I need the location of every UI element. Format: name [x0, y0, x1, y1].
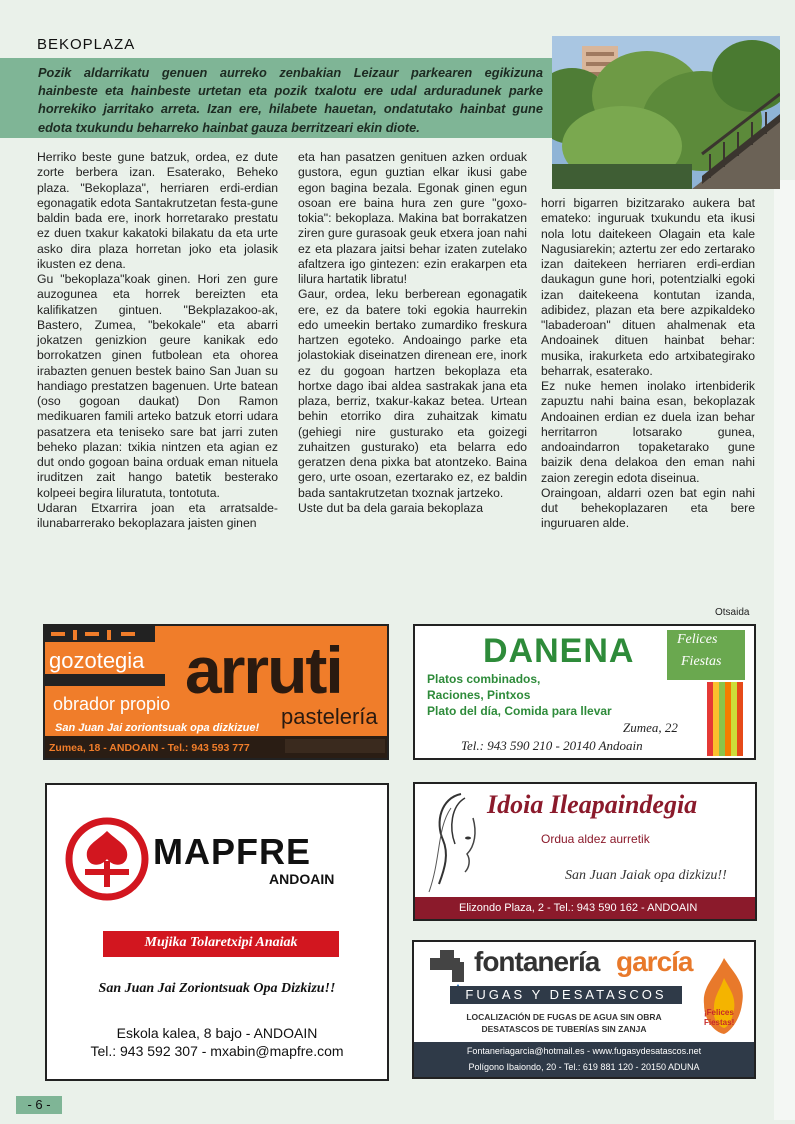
article-column-2 [298, 150, 527, 516]
idoia-greeting: San Juan Jaiak opa dizkizu!! [565, 868, 727, 883]
article-author: Otsaida [715, 607, 750, 618]
paragraph: horri bigarren bizitzarako aukera bat emateko: inguruak txukundu eta ikusi nola lotu daitekeen Olagain eta kale Nagusiarekin; aztertu zer edo zertarako izan daitekeen herriaren erdi-erdian daukagun gune hori, potentzialki egoki izan daitekeena kontutan izanda, adibidez, plazan eta bere azpikaldeko "labaderoan" dituen ahalmenak eta Andoainek dituen hainbat behar: musika, irakurketa edo artxibategirako beharrak, esaterako. [541, 196, 755, 378]
fontaneria-email: Fontaneriagarcia@hotmail.es - www.fugasydesatascos.net [466, 1046, 702, 1056]
paragraph: Gaur, ordea, leku berberean egonagatik ere, ez da batere toki egokia haurrekin edo umeekin bertako zumardiko freskura hartzen egoteko. Andoaingo parke eta jolastokiak diseinatzen direnean ere, inork ez du gogoan hartzen bekoplaza eta hortxe dago ibai aldea sastrakak jana eta plaza, berriz, txakur-kakaz betea. Urtean behin etorriko dira zuhaitzak kimatu (gehiegi nire gusturako eta goizegi zuhaitzen gusturako) eta belarra edo geratzen dena pixka bat atontzeko. Baina gero, urte osoan, ezertarako ez, ez baldin bada santakrutzetan txoznak jartzeko. [298, 287, 527, 500]
arruti-logo: arruti [185, 633, 342, 707]
paragraph: Uste dut ba dela garaia bekoplaza [298, 500, 483, 515]
paragraph: Herriko beste gune batzuk, ordea, ez dute zorte berbera izan. Esaterako, Beheko plaza. "Bekoplaza", herriaren erdi-erdian egonagatik edota Santakrutzetan festa-gune baldin bada ere, inork horretarako prestatu ez duen txakur kakatoki bilakatu da eta urte asko dira plaza horretan joko eta jolasik ikusten ez dena. [37, 150, 278, 271]
ad-arruti [43, 624, 389, 760]
ad-fontaneria [412, 940, 756, 1079]
arruti-obrador: obrador propio [53, 694, 171, 714]
page-number: - 6 - [16, 1096, 62, 1114]
paragraph: Ez nuke hemen inolako irtenbiderik zapuztu nahi baina esan, bekoplazak Andoainen erdian ez duela izan behar herritarron lotsarako gunea, andoaindarron topaketarako gune baizik dena delakoa den eman nahi zaion zeregin edota diseinua. [541, 379, 755, 485]
danena-line3: Plato del día, Comida para llevar [427, 704, 612, 718]
paragraph: Oraingoan, aldarri ozen bat egin nahi dut behekoplazaren eta bere inguruaren alde. [541, 485, 755, 531]
fontaneria-line1: LOCALIZACIÓN DE FUGAS DE AGUA SIN OBRA [466, 1012, 662, 1022]
paragraph: Gu "bekoplaza"koak ginen. Hori zen gure auzogunea eta horrek bereizten eta kalifikatzen gintuen. "Bekplazakoo-ak, Bastero, Zumea, "bekokale" eta abarri jokatzen genizkion geure kanikak edo borrokatzen ginen futbolean eta ohorea irabazten genuen bestek baino San Juan su handiago prestatzen bagenuen. Urte batean (oso gogoan daukat) Don Ramon medikuaren famili arteko batzuk etorri udara pasatzera eta teniseko sare bat jarri zuten beheko plazan: txikia nintzen eta agian ez dut ondo gogoan baina orduak eman nituela iruditzen zait hango batetik besterako kolpeei begira liluratuta, tontotuta. [37, 272, 278, 500]
article-column-3 [541, 196, 755, 532]
fontaneria-brand-b: garcía [616, 946, 693, 977]
mapfre-address: Eskola kalea, 8 bajo - ANDOAIN [116, 1025, 318, 1041]
article-column-1 [37, 150, 278, 531]
danena-line2: Raciones, Pintxos [427, 688, 531, 702]
fontaneria-felices2: Fiestas! [704, 1018, 735, 1027]
section-title: BEKOPLAZA [37, 36, 136, 53]
mapfre-brand: MAPFRE [153, 831, 311, 872]
mapfre-logo-icon [65, 817, 149, 901]
fontaneria-address: Polígono Ibaiondo, 20 - Tel.: 619 881 120 - 20150 ADUNA [468, 1062, 700, 1072]
ad-danena [413, 624, 756, 760]
danena-stripes [707, 682, 747, 756]
mapfre-contact: Tel.: 943 592 307 - mxabin@mapfre.com [90, 1043, 344, 1059]
danena-fiestas: Fiestas [681, 654, 722, 669]
arruti-pasteleria: pastelería [281, 704, 378, 729]
danena-felices: Felices [677, 632, 718, 647]
arruti-gozotegia: gozotegia [49, 648, 145, 673]
idoia-address: Elizondo Plaza, 2 - Tel.: 943 590 162 - ANDOAIN [459, 902, 698, 914]
arruti-address: Zumea, 18 - ANDOAIN - Tel.: 943 593 777 [49, 742, 250, 754]
park-photo [552, 36, 780, 189]
fontaneria-band: FUGAS Y DESATASCOS [465, 987, 667, 1002]
mapfre-greeting: San Juan Jai Zoriontsuak Opa Dizkizu!! [98, 981, 336, 996]
fontaneria-felices1: ¡Felices [704, 1008, 734, 1017]
danena-street: Zumea, 22 [623, 720, 678, 735]
fontaneria-brand-a: fontanería [474, 946, 600, 977]
mapfre-city: ANDOAIN [269, 871, 335, 887]
ad-idoia [413, 782, 757, 921]
danena-line1: Platos combinados, [427, 672, 541, 686]
page-edge-strip [774, 180, 795, 1120]
idoia-sub: Ordua aldez aurretik [541, 832, 650, 846]
paragraph: eta han pasatzen genituen azken orduak gustora, egun guztian elkar ikusi gabe egon bagina bezala. Egonak ginen egun osoan ere baina hura zen gure "goxo-tokia": bekoplaza. Makina bat borrakatzen ziren gure gurasoak geuk etxera joan nahi ez eta plazara jaitsi behar izaten zutelako afaltzera igo gintezen: ezin erakarpen eta lilura hartatik libratu! [298, 150, 527, 286]
ad-mapfre [45, 783, 389, 1081]
danena-phone: Tel.: 943 590 210 - 20140 Andoain [461, 738, 643, 753]
fontaneria-line2: DESATASCOS DE TUBERÍAS SIN ZANJA [481, 1024, 647, 1034]
mapfre-agent: Mujika Tolaretxipi Anaiak [144, 935, 298, 950]
danena-name: DANENA [483, 632, 635, 670]
idoia-name: Idoia Ileapaindegia [487, 790, 698, 819]
lead-paragraph: Pozik aldarrikatu genuen aurreko zenbakian Leizaur parkearen egikizuna hainbeste eta hainbeste urtetan eta pozik txalotu ere udal arduradunek parke horrekiko jarritako arreta. Izan ere, hilabete hauetan, ondatutako hainbat gune edota txukundu beharreko hainbat gauza berritzeari ekin diote. [38, 65, 543, 135]
woman-silhouette-icon [421, 788, 491, 900]
arruti-greeting: San Juan Jai zoriontsuak opa dizkizue! [55, 722, 260, 734]
paragraph: Udaran Etxarrira joan eta arratsalde-ilunabarrerako bekoplazara jaisten ginen [37, 500, 278, 530]
